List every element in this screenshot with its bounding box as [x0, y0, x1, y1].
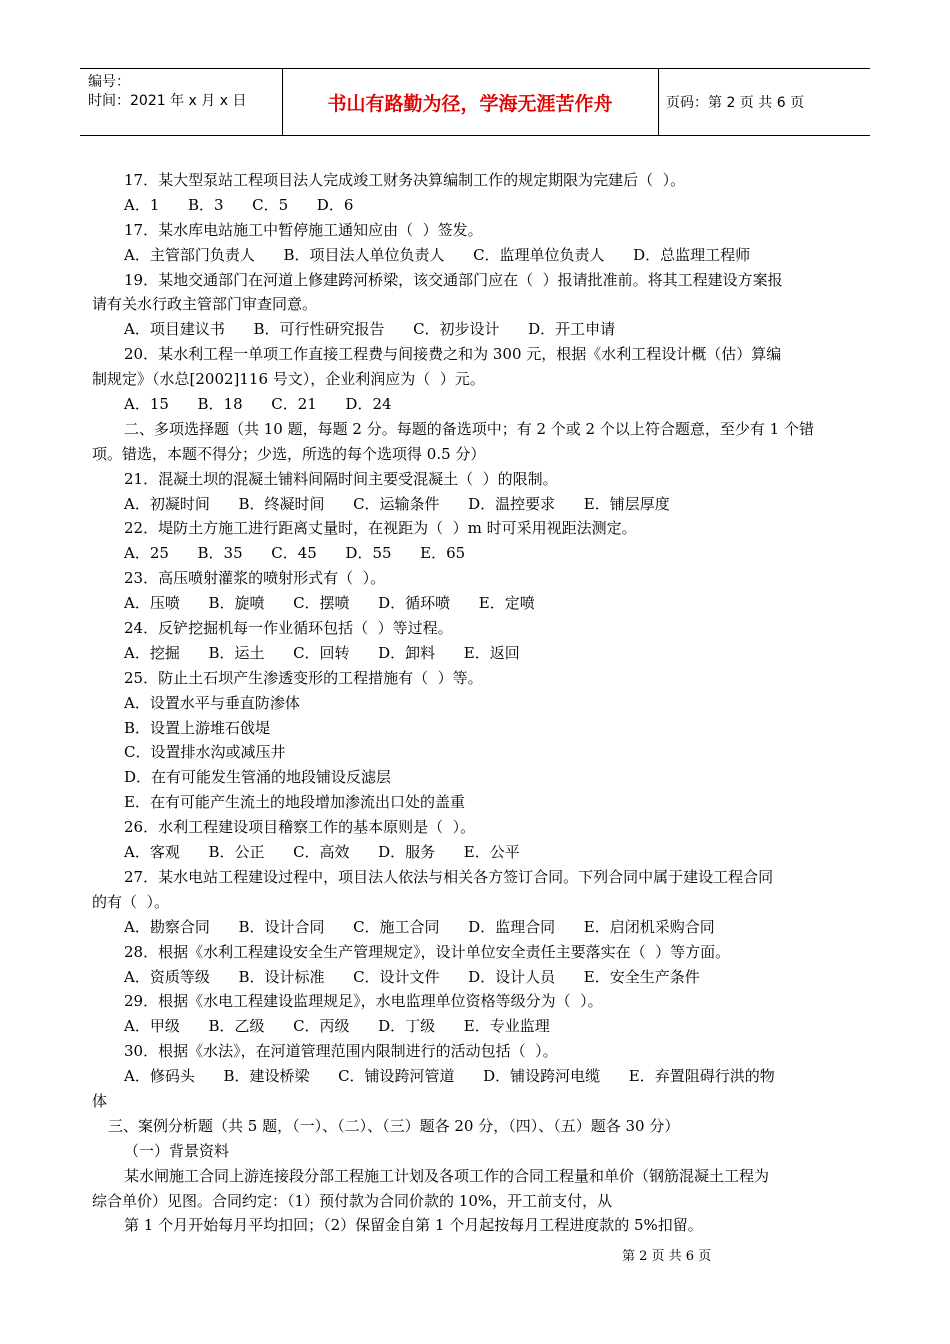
question-25: 25．防止土石坝产生渗透变形的工程措施有（ ）等。: [124, 668, 483, 687]
option-25-a: A．设置水平与垂直防渗体: [124, 693, 300, 712]
section-3-heading: 三、案例分析题（共 5 题，（一）、（二）、（三）题各 20 分，（四）、（五）题各 30 分）: [108, 1116, 680, 1135]
header-motto: 书山有路勤为径，学海无涯苦作舟: [282, 69, 659, 135]
question-23: 23．高压喷射灌浆的喷射形式有（ ）。: [124, 569, 386, 588]
case-1-paragraph-cont-2: 第 1 个月开始每月平均扣回；（2）保留金自第 1 个月起按每月工程进度款的 5%扣留。: [124, 1216, 703, 1235]
options-19: A．项目建议书 B．可行性研究报告 C．初步设计 D．开工申请: [124, 320, 616, 339]
serial-label: 编号：: [88, 74, 130, 90]
question-26: 26．水利工程建设项目稽察工作的基本原则是（ ）。: [124, 818, 476, 837]
option-25-b: B．设置上游堆石戗堤: [124, 718, 271, 737]
options-28: A．资质等级 B．设计标准 C．设计文件 D．设计人员 E．安全生产条件: [124, 967, 700, 986]
options-29: A．甲级 B．乙级 C．丙级 D．丁级 E．专业监理: [124, 1017, 550, 1036]
section-2-heading: 二、多项选择题（共 10 题，每题 2 分。每题的备选项中；有 2 个或 2 个以上符合题意，至少有 1 个错: [124, 419, 814, 438]
case-1-heading: （一）背景资料: [124, 1141, 230, 1160]
question-17b: 17．某水库电站施工中暂停施工通知应由（ ）签发。: [124, 220, 483, 239]
options-17b: A．主管部门负责人 B．项目法人单位负责人 C．监理单位负责人 D．总监理工程师: [124, 245, 751, 264]
question-27: 27．某水电站工程建设过程中，项目法人依法与相关各方签订合同。下列合同中属于建设工程合同: [124, 867, 774, 886]
question-21: 21．混凝土坝的混凝土铺料间隔时间主要受混凝土（ ）的限制。: [124, 469, 558, 488]
question-24: 24．反铲挖掘机每一作业循环包括（ ）等过程。: [124, 619, 453, 638]
question-30: 30．根据《水法》，在河道管理范围内限制进行的活动包括（ ）。: [124, 1042, 558, 1061]
option-25-e: E．在有可能产生流土的地段增加渗流出口处的盖重: [124, 793, 465, 812]
options-30: A．修码头 B．建设桥梁 C．铺设跨河管道 D．铺设跨河电缆 E．弃置阻碍行洪的物: [124, 1067, 775, 1086]
question-27-cont: 的有（ ）。: [92, 892, 170, 911]
options-26: A．客观 B．公正 C．高效 D．服务 E．公平: [124, 843, 520, 862]
options-22: A．25 B．35 C．45 D．55 E．65: [124, 544, 466, 563]
date-label: 时间：2021 年 x 月 x 日: [88, 93, 247, 109]
question-19: 19．某地交通部门在河道上修建跨河桥梁，该交通部门应在（ ）报请批准前。将其工程建设方案报: [124, 270, 783, 289]
options-24: A．挖掘 B．运土 C．回转 D．卸料 E．返回: [124, 643, 520, 662]
question-20-cont: 制规定》（水总[2002]116 号文），企业利润应为（ ）元。: [92, 370, 485, 389]
question-29: 29．根据《水电工程建设监理规足》，水电监理单位资格等级分为（ ）。: [124, 992, 603, 1011]
question-17a: 17．某大型泵站工程项目法人完成竣工财务决算编制工作的规定期限为完建后（ ）。: [124, 171, 686, 189]
case-1-paragraph: 某水闸施工合同上游连接段分部工程施工计划及各项工作的合同工程量和单价（钢筋混凝土工程为: [124, 1166, 770, 1185]
options-17a: A．1 B．3 C．5 D．6: [124, 195, 354, 214]
question-20: 20．某水利工程一单项工作直接工程费与间接费之和为 300 元，根据《水利工程设计概（估）算编: [124, 345, 782, 364]
options-20: A．15 B．18 C．21 D．24: [124, 395, 392, 414]
option-25-d: D．在有可能发生管涌的地段铺设反滤层: [124, 768, 392, 787]
options-27: A．勘察合同 B．设计合同 C．施工合同 D．监理合同 E．启闭机采购合同: [124, 917, 715, 936]
question-19-cont: 请有关水行政主管部门审查同意。: [92, 295, 318, 314]
question-22: 22．堤防土方施工进行距离丈量时，在视距为（ ）m 时可采用视距法测定。: [124, 519, 637, 538]
page-header: [80, 68, 870, 136]
document-body: [92, 168, 862, 1238]
header-meta-cell: [80, 69, 283, 135]
question-28: 28．根据《水利工程建设安全生产管理规定》，设计单位安全责任主要落实在（ ）等方面。: [124, 942, 731, 961]
options-21: A．初凝时间 B．终凝时间 C．运输条件 D．温控要求 E．铺层厚度: [124, 494, 670, 513]
page-footer: 第 2 页 共 6 页: [622, 1249, 712, 1264]
case-1-paragraph-cont: 综合单价）见图。合同约定：（1）预付款为合同价款的 10%，开工前支付，从: [92, 1191, 613, 1210]
option-25-c: C．设置排水沟或减压井: [124, 743, 286, 762]
options-23: A．压喷 B．旋喷 C．摆喷 D．循环喷 E．定喷: [124, 594, 535, 613]
section-2-heading-cont: 项。错选，本题不得分；少选，所选的每个选项得 0.5 分）: [92, 444, 486, 463]
header-page-info: 页码：第 2 页 共 6 页: [666, 95, 805, 111]
options-30-cont: 体: [92, 1091, 108, 1110]
